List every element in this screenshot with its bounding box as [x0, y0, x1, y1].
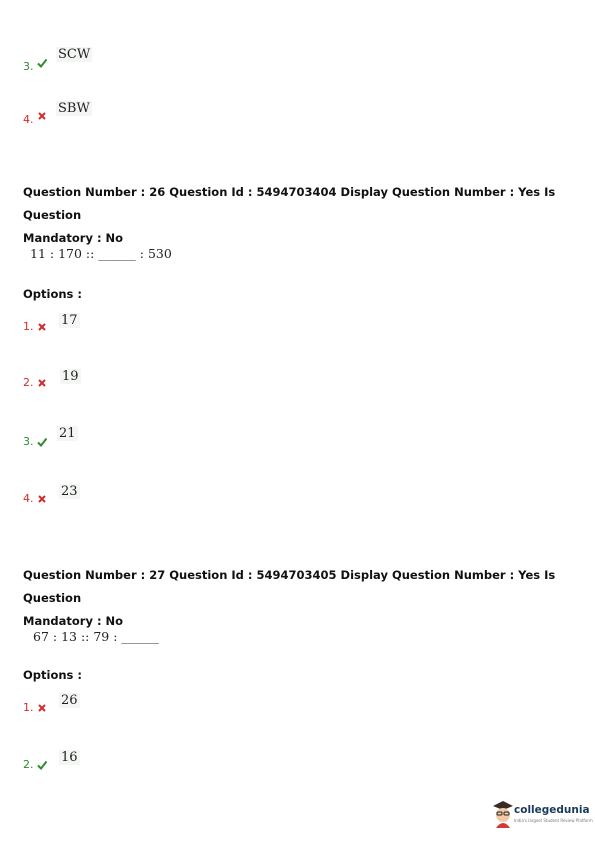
options-label: Options : — [23, 287, 82, 301]
logo-text: collegedunia — [514, 804, 590, 816]
option-number: 2. — [23, 758, 34, 771]
graduate-avatar-icon — [492, 800, 514, 828]
option-value: SCW — [58, 47, 91, 62]
option-value: 23 — [61, 484, 78, 499]
check-icon — [37, 760, 47, 770]
question-header-line: Question Number : 26 Question Id : 5494703404 Display Question Number : Yes Is Question — [23, 185, 556, 222]
option-number: 3. — [23, 435, 34, 448]
question-header-line: Mandatory : No — [23, 231, 124, 245]
option-number: 1. — [23, 320, 34, 333]
option-value: 21 — [59, 426, 76, 441]
option-number: 4. — [23, 113, 34, 126]
option-value: 16 — [61, 750, 78, 765]
option-number: 2. — [23, 376, 34, 389]
cross-icon — [37, 322, 47, 332]
cross-icon — [37, 703, 47, 713]
question-text: 11 : 170 :: ______ : 530 — [30, 246, 172, 261]
option-value: 19 — [62, 369, 79, 384]
cross-icon — [37, 378, 47, 388]
option-value: 26 — [61, 693, 78, 708]
check-icon — [37, 437, 47, 447]
cross-icon — [37, 494, 47, 504]
question-header — [23, 564, 573, 633]
option-number: 4. — [23, 492, 34, 505]
options-label: Options : — [23, 668, 82, 682]
question-header-line: Question Number : 27 Question Id : 5494703405 Display Question Number : Yes Is Question — [23, 568, 556, 605]
logo-tagline: India's largest Student Review Platform — [514, 818, 593, 823]
option-value: SBW — [58, 101, 90, 116]
cross-icon — [37, 111, 47, 121]
question-header-line: Mandatory : No — [23, 614, 124, 628]
check-icon — [37, 58, 47, 68]
question-text: 67 : 13 :: 79 : ______ — [33, 629, 159, 644]
option-number: 3. — [23, 60, 34, 73]
option-number: 1. — [23, 701, 34, 714]
question-header — [23, 181, 573, 250]
option-item — [23, 108, 34, 127]
option-value: 17 — [61, 313, 78, 328]
option-item — [23, 55, 34, 74]
collegedunia-logo — [492, 800, 593, 830]
